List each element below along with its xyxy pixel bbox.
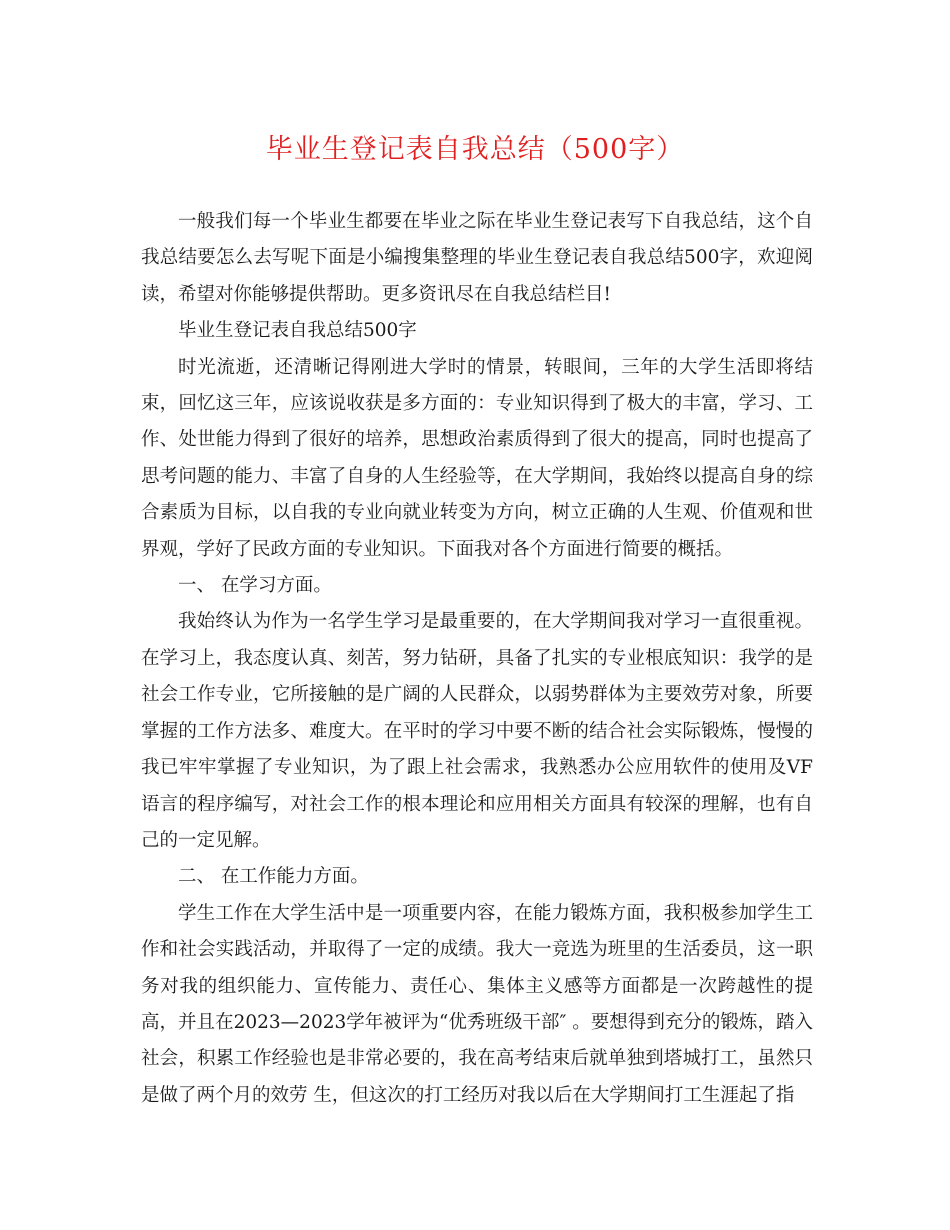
intro-paragraph: 一般我们每一个毕业生都要在毕业之际在毕业生登记表写下自我总结，这个自我总结要怎么去写呢下面是小编搜集整理的毕业生登记表自我总结500字，欢迎阅读，希望对你能够提供帮助。更多资讯尽在自我总结栏目! bbox=[141, 211, 813, 305]
document-body bbox=[141, 204, 813, 1114]
body-paragraph-work: 学生工作在大学生活中是一项重要内容，在能力锻炼方面，我积极参加学生工作和社会实践活动，并取得了一定的成绩。我大一竞选为班里的生活委员，这一职务对我的组织能力、宣传能力、责任心、集体主义感等方面都是一次跨越性的提高，并且在2023—2023学年被评为“优秀班级干部″ 。要想得到充分的锻炼，踏入社会，积累工作经验也是非常必要的，我在高考结束后就单独到塔城打工，虽然只是做了两个月的效劳 生，但这次的打工经历对我以后在大学期间打工生涯起了指 bbox=[141, 902, 813, 1106]
page-title: 毕业生登记表自我总结（500字） bbox=[265, 134, 685, 165]
section-heading-study: 一、 在学习方面。 bbox=[178, 575, 332, 597]
body-paragraph: 时光流逝，还清晰记得刚进大学时的情景，转眼间，三年的大学生活即将结束，回忆这三年，应该说收获是多方面的：专业知识得到了极大的丰富，学习、工作、处世能力得到了很好的培养，思想政治素质得到了很大的提高，同时也提高了思考问题的能力、丰富了自身的人生经验等，在大学期间，我始终以提高自身的综合素质为目标，以自我的专业向就业转变为方向，树立正确的人生观、价值观和世界观，学好了民政方面的专业知识。下面我对各个方面进行简要的概括。 bbox=[141, 356, 813, 560]
section-heading: 毕业生登记表自我总结500字 bbox=[178, 320, 417, 342]
section-heading-work: 二、 在工作能力方面。 bbox=[178, 866, 369, 888]
body-paragraph-study: 我始终认为作为一名学生学习是最重要的，在大学期间我对学习一直很重视。在学习上，我态度认真、刻苦，努力钻研，具备了扎实的专业根底知识：我学的是社会工作专业，它所接触的是广阔的人民群众，以弱势群体为主要效劳对象，所要掌握的工作方法多、难度大。在平时的学习中要不断的结合社会实际锻炼，慢慢的我已牢牢掌握了专业知识，为了跟上社会需求，我熟悉办公应用软件的使用及VF语言的程序编写，对社会工作的根本理论和应用相关方面具有较深的理解，也有自己的一定见解。 bbox=[141, 611, 813, 851]
